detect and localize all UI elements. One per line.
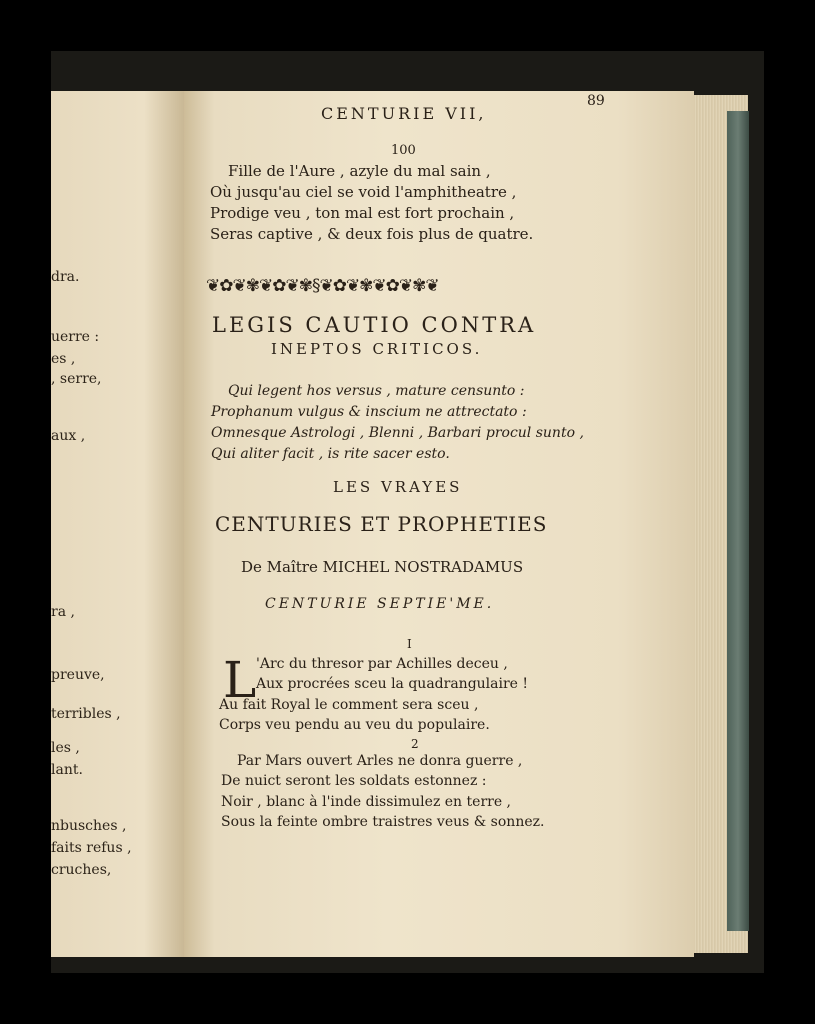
verse-line: Prodige veu , ton mal est fort prochain , (210, 204, 515, 222)
left-line: nbusches , (51, 818, 127, 834)
quatrain-number: 100 (391, 143, 416, 158)
running-title: CENTURIE VII, (321, 104, 487, 123)
verse-line: 'Arc du thresor par Achilles deceu , (256, 656, 508, 672)
left-line: terribles , (51, 706, 121, 722)
latin-line: Qui aliter facit , is rite sacer esto. (211, 446, 450, 462)
verse-line: Où jusqu'au ciel se void l'amphitheatre , (210, 183, 517, 201)
centuries-heading: CENTURIES ET PROPHETIES (215, 512, 548, 536)
left-line: lant. (51, 762, 83, 778)
left-line: ra , (51, 604, 75, 620)
quatrain-number: I (407, 637, 412, 651)
legis-subtitle: INEPTOS CRITICOS. (271, 340, 483, 358)
verse-line: Sous la feinte ombre traistres veus & sonnez. (221, 814, 545, 830)
drop-capital: L (223, 651, 257, 709)
left-line: les , (51, 740, 80, 756)
les-vrayes-heading: LES VRAYES (333, 478, 463, 496)
book-photo (51, 51, 764, 973)
verse-line: Fille de l'Aure , azyle du mal sain , (228, 162, 491, 180)
verse-line: Corps veu pendu au veu du populaire. (219, 717, 490, 733)
latin-line: Prophanum vulgus & inscium ne attrectato : (211, 404, 527, 420)
verse-line: De nuict seront les soldats estonnez : (221, 773, 487, 789)
centurie-heading: CENTURIE SEPTIE'ME. (265, 596, 495, 612)
quatrain-number: 2 (411, 737, 419, 751)
verse-line: Par Mars ouvert Arles ne donra guerre , (237, 753, 523, 769)
verse-line: Au fait Royal le comment sera sceu , (219, 697, 479, 713)
left-line: aux , (51, 428, 86, 444)
ornament-band: ❦✿❦✾❦✿❦✾§❦✿❦✾❦✿❦✾❦ (206, 276, 439, 296)
left-line: cruches, (51, 862, 112, 878)
left-line: uerre : (51, 329, 100, 345)
latin-line: Omnesque Astrologi , Blenni , Barbari procul sunto , (211, 425, 584, 441)
book-cover-edge (727, 111, 749, 931)
verse-line: Seras captive , & deux fois plus de quatre. (210, 225, 534, 243)
left-line: faits refus , (51, 840, 132, 856)
left-line: , serre, (51, 371, 102, 387)
left-page (51, 91, 184, 957)
latin-line: Qui legent hos versus , mature censunto : (228, 383, 525, 399)
verse-line: Noir , blanc à l'inde dissimulez en terre , (221, 794, 512, 810)
page-number: 89 (587, 93, 605, 109)
left-line: preuve, (51, 667, 105, 683)
author-line: De Maître MICHEL NOSTRADAMUS (241, 558, 524, 576)
verse-line: Aux procrées sceu la quadrangulaire ! (256, 676, 529, 692)
left-line: dra. (51, 269, 80, 285)
legis-title: LEGIS CAUTIO CONTRA (212, 313, 537, 337)
left-line: es , (51, 351, 76, 367)
